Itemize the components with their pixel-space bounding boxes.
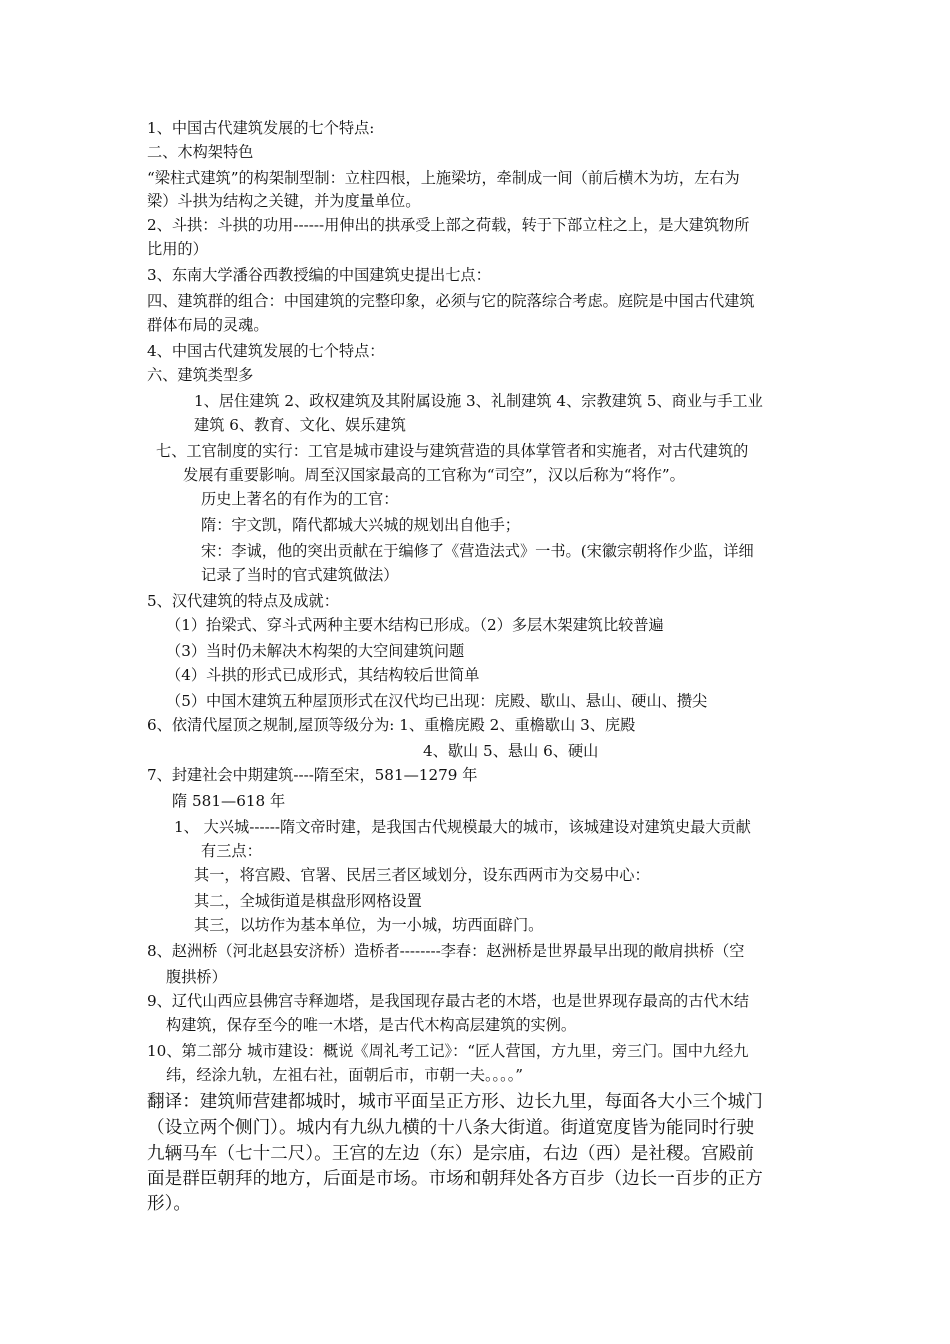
text-line: “梁柱式建筑”的构架制型制：立柱四根，上施梁坊，牵制成一间（前后横木为坊，左右为: [147, 169, 740, 187]
text-line: 构建筑，保存至今的唯一木塔，是古代木构高层建筑的实例。: [166, 1016, 577, 1034]
text-line: 有三点：: [201, 842, 262, 860]
text-line: 7、封建社会中期建筑----隋至宋，581—1279 年: [147, 766, 478, 784]
translation-line: 九辆马车（七十二尺）。王宫的左边（东）是宗庙，右边（西）是社稷。宫殿前: [147, 1144, 754, 1164]
text-line: 历史上著名的有作为的工官：: [201, 490, 399, 508]
text-line: 4、中国古代建筑发展的七个特点：: [147, 342, 385, 360]
text-line: 2、斗拱：斗拱的功用------用伸出的拱承受上部之荷载，转于下部立柱之上，是大建筑物所: [147, 216, 750, 234]
translation-line: （设立两个侧门）。城内有九纵九横的十八条大街道。街道宽度皆为能同时行驶: [147, 1118, 754, 1138]
text-line: 宋：李诚，他的突出贡献在于编修了《营造法式》一书。(宋徽宗朝将作少监，详细: [201, 542, 754, 560]
text-line: 6、依清代屋顶之规制,屋顶等级分为: 1、重檐庑殿 2、重檐歇山 3、庑殿: [147, 716, 636, 734]
list-item: （4）斗拱的形式已成形式，其结构较后世简单: [166, 666, 480, 684]
text-line: 梁）斗拱为结构之关键，并为度量单位。: [147, 192, 421, 210]
text-line: 隋：宇文凯，隋代都城大兴城的规划出自他手；: [201, 516, 520, 534]
text-line: 3、东南大学潘谷西教授编的中国建筑史提出七点：: [147, 266, 491, 284]
list-item: （5）中国木建筑五种屋顶形式在汉代均已出现：庑殿、歇山、悬山、硬山、攒尖: [166, 692, 708, 710]
translation-line: 形）。: [147, 1194, 191, 1214]
text-line: 5、汉代建筑的特点及成就：: [147, 592, 339, 610]
list-item: （3）当时仍未解决木构架的大空间建筑问题: [166, 642, 465, 660]
text-line: 纬，经涂九轨，左祖右社，面朝后市，市朝一夫。。。。”: [166, 1066, 524, 1084]
text-line: 其三，以坊作为基本单位，为一小城，坊西面辟门。: [194, 916, 544, 934]
text-line: 其二，全城街道是棋盘形网格设置: [194, 892, 422, 910]
translation-line: 翻译：建筑师营建都城时，城市平面呈正方形、边长九里，每面各大小三个城门: [147, 1092, 763, 1112]
text-line: 其一，将宫殿、官署、民居三者区域划分，设东西两市为交易中心：: [194, 866, 650, 884]
text-line: 记录了当时的官式建筑做法）: [201, 566, 399, 584]
list-item: （1）抬梁式、穿斗式两种主要木结构已形成。（2）多层木架建筑比较普遍: [166, 616, 664, 634]
section-heading: 七、工官制度的实行：工官是城市建设与建筑营造的具体掌管者和实施者，对古代建筑的: [156, 442, 749, 460]
list-item: 1、 大兴城------隋文帝时建，是我国古代规模最大的城市，该城建设对建筑史最大贡献: [174, 818, 751, 836]
text-line: 8、赵洲桥（河北赵县安济桥）造桥者--------李春：赵洲桥是世界最早出现的敞肩拱桥（空: [147, 942, 745, 960]
text-line: 比用的）: [147, 240, 208, 258]
section-heading: 二、木构架特色: [147, 143, 254, 161]
text-line: 建筑 6、教育、文化、娱乐建筑: [194, 416, 406, 434]
text-line: 1、居住建筑 2、政权建筑及其附属设施 3、礼制建筑 4、宗教建筑 5、商业与手工业: [194, 392, 763, 410]
text-line: 1、中国古代建筑发展的七个特点:: [147, 119, 375, 137]
text-line: 10、第二部分 城市建设：概说《周礼考工记》：“匠人营国，方九里，旁三门。国中九经九: [147, 1042, 749, 1060]
text-line: 发展有重要影响。周至汉国家最高的工官称为“司空”，汉以后称为“将作”。: [183, 466, 685, 484]
text-line: 群体布局的灵魂。: [147, 316, 269, 334]
text-line: 9、辽代山西应县佛宫寺释迦塔，是我国现存最古老的木塔，也是世界现存最高的古代木结: [147, 992, 749, 1010]
text-line: 4、歇山 5、悬山 6、硬山: [423, 742, 599, 760]
section-heading: 六、建筑类型多: [147, 366, 254, 384]
text-line: 隋 581—618 年: [172, 792, 286, 810]
translation-line: 面是群臣朝拜的地方，后面是市场。市场和朝拜处各方百步（边长一百步的正方: [147, 1169, 763, 1189]
section-heading: 四、建筑群的组合：中国建筑的完整印象，必须与它的院落综合考虑。庭院是中国古代建筑: [147, 292, 755, 310]
text-line: 腹拱桥）: [166, 968, 227, 986]
